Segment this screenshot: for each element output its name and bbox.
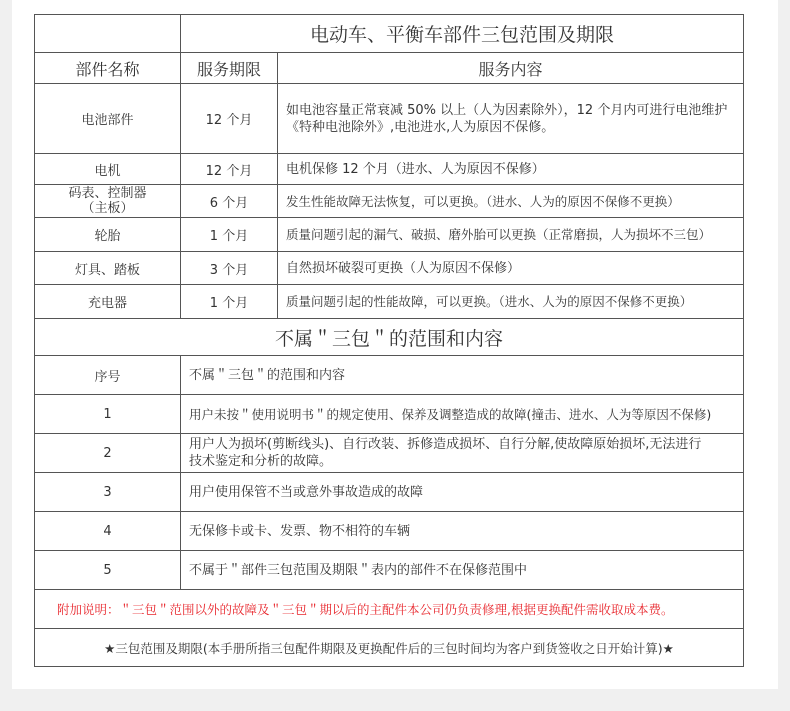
part-content: 质量问题引起的性能故障，可以更换。（进水、人为的原因不保修不更换）	[278, 285, 744, 319]
warranty-table	[34, 14, 744, 667]
part-name: 码表、控制器（主板）	[35, 185, 181, 218]
table-title: 电动车、平衡车部件三包范围及期限	[181, 15, 744, 53]
table-row	[35, 154, 744, 185]
part-name: 轮胎	[35, 218, 181, 252]
header-service-period: 服务期限	[181, 53, 278, 84]
exclusion-no: 5	[35, 551, 181, 590]
part-name: 电池部件	[35, 84, 181, 154]
part-period: 6 个月	[181, 185, 278, 218]
exclusion-no: 2	[35, 434, 181, 473]
part-name: 电机	[35, 154, 181, 185]
exclusion-content: 无保修卡或卡、发票、物不相符的车辆	[181, 512, 744, 551]
exclusion-content: 用户人为损坏(剪断线头)、自行改装、拆修造成损坏、自行分解,使故障原始损坏,无法进行技术鉴定和分析的故障。	[181, 434, 744, 473]
list-item	[35, 434, 744, 473]
part-content: 发生性能故障无法恢复，可以更换。（进水、人为的原因不保修不更换）	[278, 185, 744, 218]
list-item	[35, 473, 744, 512]
list-item	[35, 551, 744, 590]
table-row	[35, 285, 744, 319]
exclusion-content: 用户未按＂使用说明书＂的规定使用、保养及调整造成的故障(撞击、进水、人为等原因不保修)	[181, 395, 744, 434]
list-item	[35, 512, 744, 551]
table-row	[35, 84, 744, 154]
exclusion-no: 1	[35, 395, 181, 434]
part-period: 3 个月	[181, 252, 278, 285]
part-content: 自然损坏破裂可更换（人为原因不保修）	[278, 252, 744, 285]
blank-corner-cell	[35, 15, 181, 53]
part-period: 1 个月	[181, 285, 278, 319]
table-row	[35, 252, 744, 285]
part-content: 质量问题引起的漏气、破损、磨外胎可以更换（正常磨损，人为损坏不三包）	[278, 218, 744, 252]
exclusion-no: 3	[35, 473, 181, 512]
footer-note: ★三包范围及期限(本手册所指三包配件期限及更换配件后的三包时间均为客户到货签收之日开始计算)★	[35, 629, 744, 667]
header-exclusion-content: 不属＂三包＂的范围和内容	[181, 356, 744, 395]
part-period: 12 个月	[181, 84, 278, 154]
header-part-name: 部件名称	[35, 53, 181, 84]
exclusion-no: 4	[35, 512, 181, 551]
additional-note: 附加说明：＂三包＂范围以外的故障及＂三包＂期以后的主配件本公司仍负责修理,根据更换配件需收取成本费。	[35, 590, 744, 629]
table-row	[35, 185, 744, 218]
part-period: 12 个月	[181, 154, 278, 185]
list-item	[35, 395, 744, 434]
header-service-content: 服务内容	[278, 53, 744, 84]
part-content: 电机保修 12 个月（进水、人为原因不保修）	[278, 154, 744, 185]
exclusion-title: 不属＂三包＂的范围和内容	[35, 319, 744, 356]
part-name: 灯具、踏板	[35, 252, 181, 285]
header-sequence-no: 序号	[35, 356, 181, 395]
part-name: 充电器	[35, 285, 181, 319]
part-content: 如电池容量正常衰减 50% 以上（人为因素除外），12 个月内可进行电池维护《特种电池除外》,电池进水,人为原因不保修。	[278, 84, 744, 154]
part-period: 1 个月	[181, 218, 278, 252]
table-row	[35, 218, 744, 252]
exclusion-content: 不属于＂部件三包范围及期限＂表内的部件不在保修范围中	[181, 551, 744, 590]
exclusion-content: 用户使用保管不当或意外事故造成的故障	[181, 473, 744, 512]
